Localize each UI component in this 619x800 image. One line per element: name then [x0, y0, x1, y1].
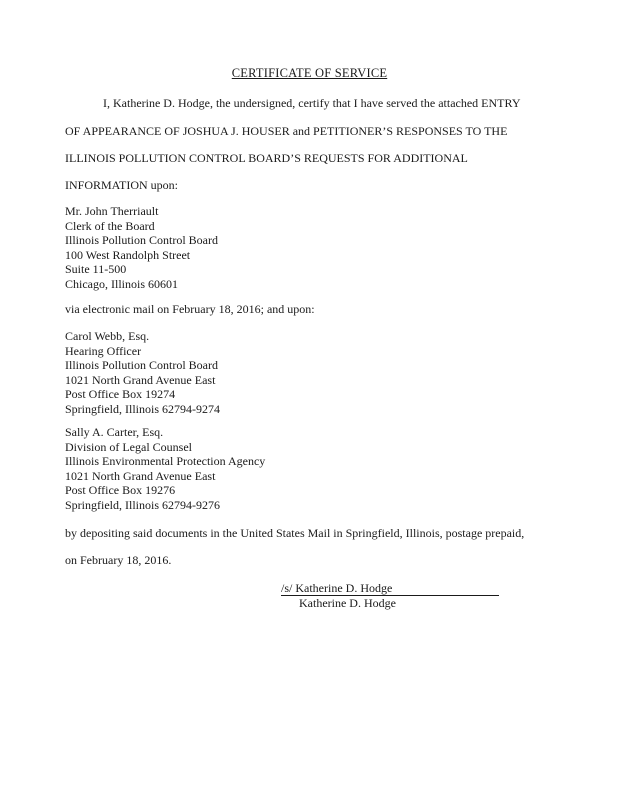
address-line: Division of Legal Counsel [65, 439, 192, 454]
address-line: 1021 North Grand Avenue East [65, 372, 216, 387]
address-line: Illinois Environmental Protection Agency [65, 454, 266, 469]
service-mail-line-1: by depositing said documents in the United States Mail in Springfield, Illinois, postage prepaid, [65, 526, 525, 540]
service-email-line: via electronic mail on February 18, 2016; and upon: [65, 302, 315, 316]
document-title: CERTIFICATE OF SERVICE [231, 66, 388, 80]
paragraph-line-1: I, Katherine D. Hodge, the undersigned, certify that I have served the attached ENTRY [103, 96, 521, 110]
address-line: Chicago, Illinois 60601 [65, 276, 178, 291]
recipient-address-hearing-officer [65, 329, 220, 417]
address-line: 1021 North Grand Avenue East [65, 468, 216, 483]
recipient-address-clerk [65, 204, 218, 292]
paragraph-line-4: INFORMATION upon: [65, 178, 179, 192]
address-line: Clerk of the Board [65, 218, 155, 233]
signer-printed-name: Katherine D. Hodge [299, 596, 396, 610]
address-line: Post Office Box 19274 [65, 387, 176, 402]
address-line: Post Office Box 19276 [65, 483, 176, 498]
paragraph-line-3: ILLINOIS POLLUTION CONTROL BOARD’S REQUESTS FOR ADDITIONAL [65, 151, 468, 165]
recipient-address-legal-counsel [65, 425, 265, 513]
address-line: Carol Webb, Esq. [65, 329, 150, 343]
electronic-signature: /s/ Katherine D. Hodge [281, 581, 499, 596]
paragraph-line-2: OF APPEARANCE OF JOSHUA J. HOUSER and PETITIONER’S RESPONSES TO THE [65, 124, 508, 138]
address-line: Springfield, Illinois 62794-9276 [65, 497, 220, 512]
address-line: Illinois Pollution Control Board [65, 358, 219, 373]
address-line: Mr. John Therriault [65, 204, 159, 218]
service-mail-line-2: on February 18, 2016. [65, 553, 172, 567]
address-line: Suite 11-500 [65, 262, 127, 277]
address-line: 100 West Randolph Street [65, 247, 191, 262]
signature-block [281, 581, 499, 611]
address-line: Illinois Pollution Control Board [65, 233, 219, 248]
address-line: Springfield, Illinois 62794-9274 [65, 401, 220, 416]
address-line: Sally A. Carter, Esq. [65, 425, 164, 439]
address-line: Hearing Officer [65, 343, 142, 358]
